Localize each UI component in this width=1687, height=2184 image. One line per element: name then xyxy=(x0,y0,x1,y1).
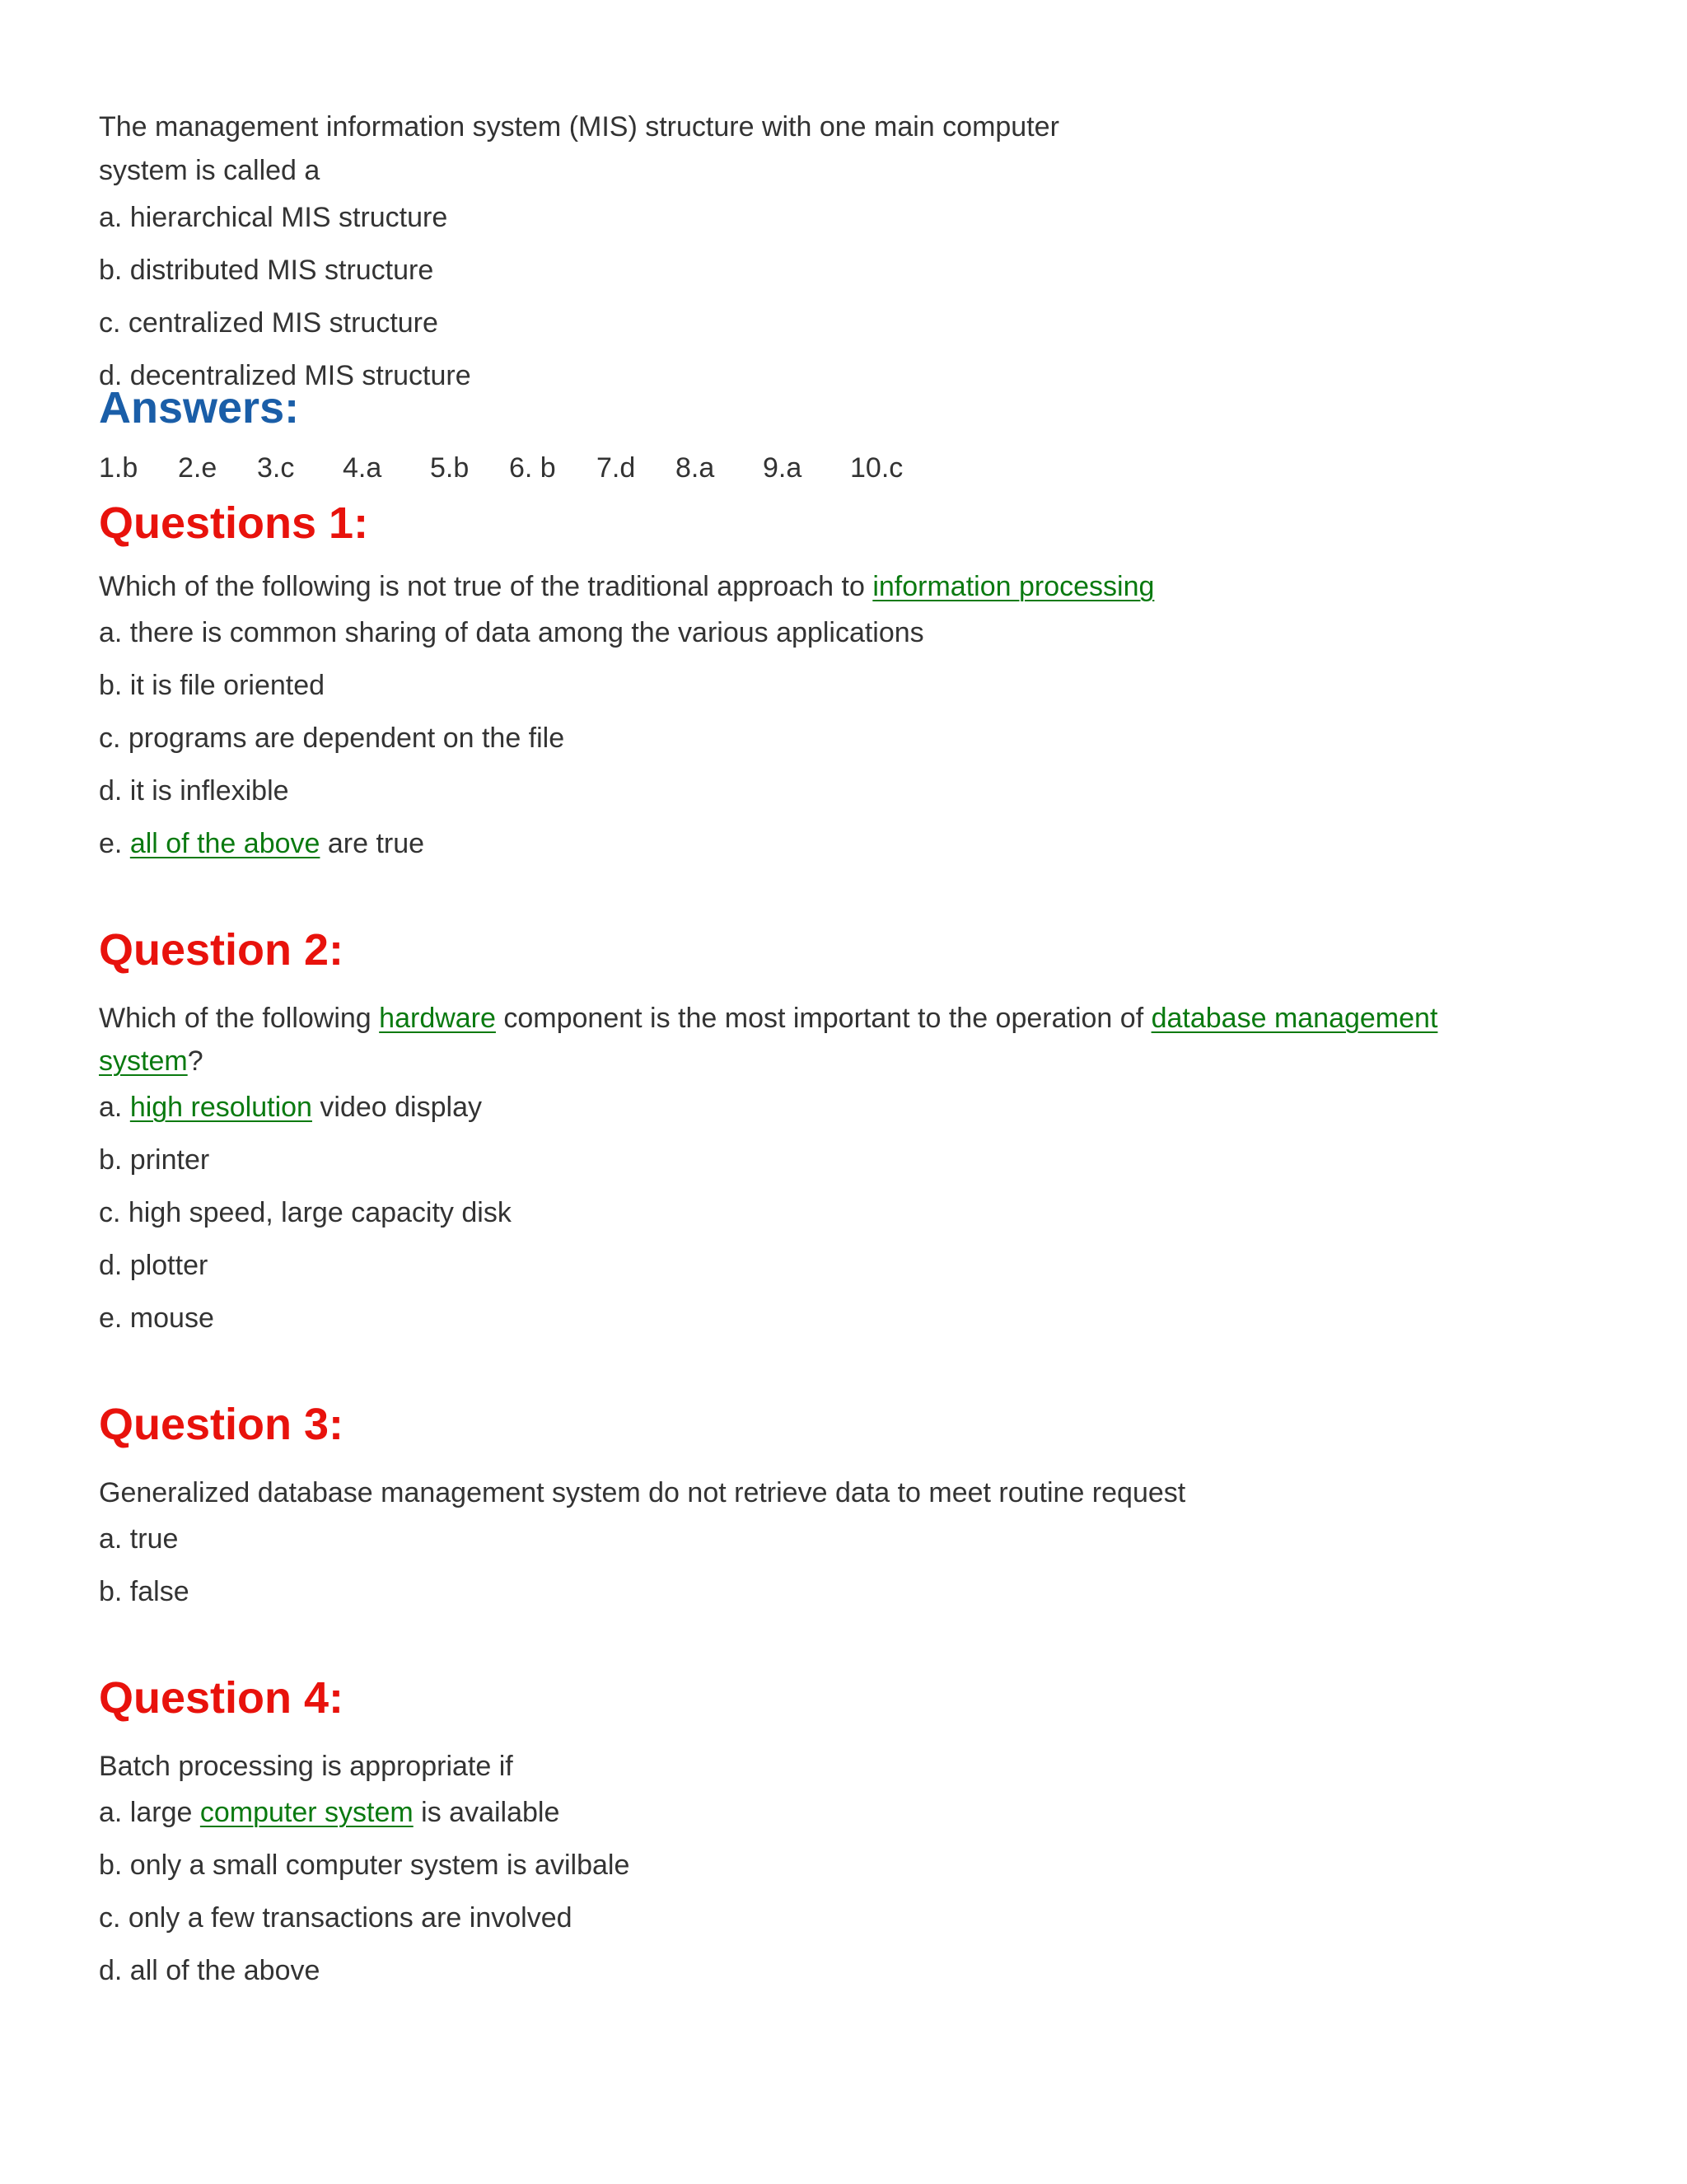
option-suffix: are true xyxy=(320,828,425,859)
high-resolution-link[interactable]: high resolution xyxy=(129,1092,312,1123)
question-3-option-a: a. true xyxy=(99,1523,179,1555)
question-1-option-c: c. programs are dependent on the file xyxy=(99,723,565,754)
question-1-heading: Questions 1: xyxy=(99,498,369,548)
question-2-option-d: d. plotter xyxy=(99,1250,208,1281)
answer-item: 1.b xyxy=(99,452,138,484)
question-2-text xyxy=(99,997,1598,1083)
question-2-option-e: e. mouse xyxy=(99,1302,214,1334)
computer-system-link[interactable]: computer system xyxy=(199,1797,414,1828)
intro-option-c: c. centralized MIS structure xyxy=(99,307,438,339)
answers-heading: Answers: xyxy=(99,383,300,433)
database-management-link[interactable]: database management xyxy=(1151,1003,1438,1034)
answer-item: 8.a xyxy=(675,452,715,484)
question-1-option-b: b. it is file oriented xyxy=(99,670,325,701)
intro-question-text: The management information system (MIS) structure with one main computer system is called a xyxy=(99,111,1059,186)
information-processing-link[interactable]: information processing xyxy=(872,571,1155,602)
question-2-heading: Question 2: xyxy=(99,925,344,975)
question-3-text: Generalized database management system do not retrieve data to meet routine request xyxy=(99,1477,1186,1508)
question-2-option-c: c. high speed, large capacity disk xyxy=(99,1197,512,1228)
question-1-text-start: Which of the following is not true of the traditional approach to xyxy=(99,571,873,602)
answer-item: 5.b xyxy=(430,452,470,484)
document-body xyxy=(99,105,1598,2007)
option-prefix: a. xyxy=(99,1092,130,1123)
answer-item: 2.e xyxy=(178,452,217,484)
question-2-text-start: Which of the following xyxy=(99,1003,380,1034)
spacer xyxy=(99,1628,1598,1672)
answer-item: 3.c xyxy=(257,452,295,484)
answer-item: 4.a xyxy=(343,452,382,484)
intro-option-a: a. hierarchical MIS structure xyxy=(99,202,448,233)
question-3-heading: Question 3: xyxy=(99,1400,344,1449)
answers-list xyxy=(99,451,1598,484)
question-4-text: Batch processing is appropriate if xyxy=(99,1751,513,1782)
spacer xyxy=(99,1354,1598,1399)
hardware-link[interactable]: hardware xyxy=(379,1003,496,1034)
answer-item: 7.d xyxy=(596,452,636,484)
question-3-option-b: b. false xyxy=(99,1576,189,1607)
question-4-heading: Question 4: xyxy=(99,1673,344,1723)
option-prefix: e. xyxy=(99,828,130,859)
question-4-option-c: c. only a few transactions are involved xyxy=(99,1902,572,1934)
question-1-text xyxy=(99,565,1598,608)
answer-item: 9.a xyxy=(763,452,802,484)
database-management-system-link[interactable]: system xyxy=(99,1045,188,1077)
question-1-option-e xyxy=(99,827,1598,860)
all-of-the-above-link[interactable]: all of the above xyxy=(129,828,320,859)
question-2-text-end: ? xyxy=(187,1045,203,1077)
question-4-option-d: d. all of the above xyxy=(99,1955,320,1986)
option-suffix: video display xyxy=(311,1092,482,1123)
spacer xyxy=(99,880,1598,924)
question-1-option-d: d. it is inflexible xyxy=(99,775,289,807)
option-suffix: is available xyxy=(413,1797,560,1828)
intro-option-b: b. distributed MIS structure xyxy=(99,255,434,286)
option-prefix: a. large xyxy=(99,1797,200,1828)
question-2-text-middle: component is the most important to the operation of xyxy=(495,1003,1152,1034)
intro-option-d: d. decentralized MIS structure xyxy=(99,360,471,391)
question-4-option-a xyxy=(99,1796,1598,1829)
question-4-option-b: b. only a small computer system is avilbale xyxy=(99,1850,630,1881)
answer-item: 6. b xyxy=(509,452,556,484)
question-2-option-a xyxy=(99,1091,1598,1124)
question-1-option-a: a. there is common sharing of data among the various applications xyxy=(99,617,924,648)
answer-item: 10.c xyxy=(850,452,904,484)
question-2-option-b: b. printer xyxy=(99,1144,210,1176)
